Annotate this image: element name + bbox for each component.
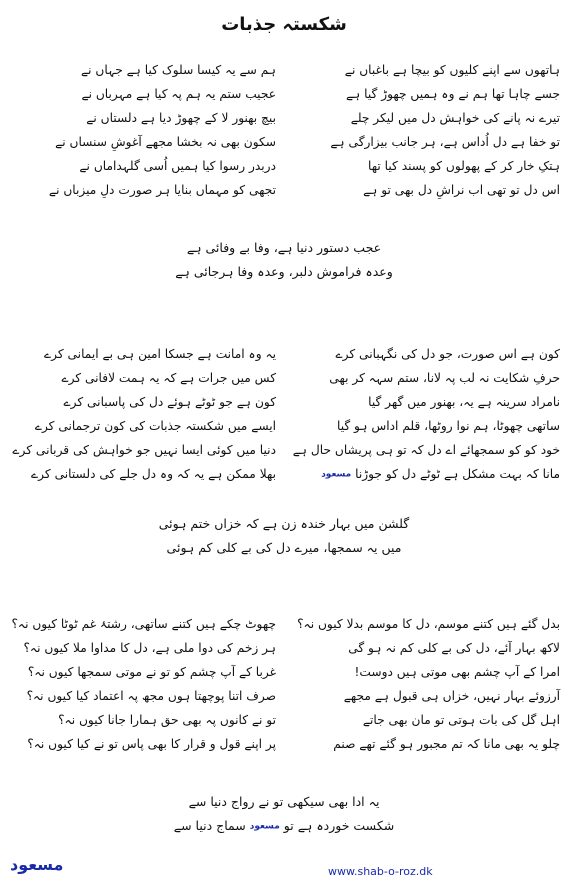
block2-right-column xyxy=(293,342,560,487)
verse-line: صرف اتنا پوچھتا ہوں مجھ پہ اعتماد کیا کیوں نہ؟ xyxy=(26,689,276,703)
chorus-1 xyxy=(0,236,568,284)
poem-title: شکستہ جذبات xyxy=(221,14,347,35)
verse-line: تیرے نہ پانے کی خواہش دل میں لیکر چلے xyxy=(350,111,560,125)
website-url[interactable]: www.shab-o-roz.dk xyxy=(328,865,433,878)
footer-signature: مسعود xyxy=(10,855,64,874)
verse-line: جسے چاہا تھا ہم نے وہ ہمیں چھوڑ گیا ہے xyxy=(345,87,560,101)
verse-line: ہر زخم کی دوا ملی ہے، دل کا مداوا ملا کیوں نہ؟ xyxy=(23,641,276,655)
chorus-line: گلشن میں بہار خندہ زن ہے کہ خزاں ختم ہوئی xyxy=(158,516,410,531)
chorus-line: وعدہ فراموش دلبر، وعدہ وفا ہرجائی ہے xyxy=(175,264,393,279)
verse-line: ایسے میں شکستہ جذبات کی کون ترجمانی کرے xyxy=(34,419,276,433)
verse-line: غربا کے آپ چشم کو تو نے موتی سمجھا کیوں نہ؟ xyxy=(27,665,276,679)
verse-line: نامراد سرینہ ہے یہ، بھنور میں گھر گیا xyxy=(368,395,560,409)
chorus-3 xyxy=(0,790,568,839)
verse-line: سکون بھی نہ بخشا مجھے آغوشِ سنساں نے xyxy=(55,135,276,149)
verse-line: چھوٹ چکے ہیں کتنے ساتھی، رشتۂ غم ٹوٹا کیوں نہ؟ xyxy=(11,617,276,631)
verse-line: بیچ بھنور لا کے چھوڑ دیا ہے دلستاں نے xyxy=(86,111,276,125)
chorus-line: میں یہ سمجھا، میرے دل کی بے کلی کم ہوئی xyxy=(166,540,402,555)
verse-line: دنیا میں کوئی ایسا نہیں جو خواہش کی قربانی کرے xyxy=(12,443,276,457)
chorus-text: سماج دنیا سے xyxy=(173,818,246,833)
chorus-text: شکست خوردہ ہے تو xyxy=(283,818,395,833)
verse-line: لاکھ بہار آئے، دل کی بے کلی کم نہ ہو گی xyxy=(348,641,560,655)
chorus-line: یہ ادا بھی سیکھی تو نے رواج دنیا سے xyxy=(188,794,380,809)
poet-signature: مسعود xyxy=(321,469,352,480)
verse-line: کون ہے جو ٹوٹے ہوئے دل کی پاسبانی کرے xyxy=(63,395,276,409)
verse-line: ساتھی چھوٹا، ہم نوا روٹھا، قلم اداس ہو گیا xyxy=(336,419,560,433)
verse-line: بھلا ممکن ہے یہ کہ وہ دل جلے کی دلستانی کرے xyxy=(31,467,276,481)
verse-line: تو خفا ہے دل اُداس ہے، ہر جانب بیزارگی ہے xyxy=(330,135,560,149)
block1-left-column xyxy=(49,58,276,202)
verse-line: دربدر رسوا کیا ہمیں اُسی گلہداماں نے xyxy=(79,159,276,173)
verse-line: پر اپنے قول و قرار کا بھی پاس تو نے کیا کیوں نہ؟ xyxy=(27,737,276,751)
verse-line: امرا کے آپ چشم بھی موتی ہیں دوست! xyxy=(354,665,560,679)
chorus-line: عجب دستور دنیا ہے، وفا بے وفائی ہے xyxy=(186,240,382,255)
verse-line: اس دل تو تھی اب نراشِ دل بھی تو ہے xyxy=(363,183,560,197)
verse-line: اہل گل کی بات ہوتی تو مان بھی جاتے xyxy=(362,713,560,727)
verse-line: تجھی کو مہماں بنایا ہر صورت دلِ میزباں نے xyxy=(48,183,276,197)
verse-line: چلو یہ بھی مانا کہ تم مجبور ہو گئے تھے صنم xyxy=(333,737,560,751)
poet-signature: مسعود xyxy=(249,821,280,832)
verse-line: عجیب ستم یہ ہم پہ کیا ہے مہرباں نے xyxy=(81,87,276,101)
verse-line: ہتکِ خار کر کے پھولوں کو پسند کیا تھا xyxy=(368,159,560,173)
chorus-line xyxy=(0,814,568,839)
verse-line: خود کو کو سمجھائے اے دل کہ تو ہی پریشاں حال ہے xyxy=(292,443,560,457)
verse-line: بدل گئے ہیں کتنے موسم، دل کا موسم بدلا کیوں نہ؟ xyxy=(297,617,560,631)
verse-line: حرفِ شکایت نہ لب پہ لانا، ستم سہہ کر بھی xyxy=(329,371,560,385)
verse-line: یہ وہ امانت ہے جسکا امین ہی بے ایمانی کرے xyxy=(43,347,276,361)
verse-line: کس میں جرات ہے کہ یہ ہمت لافانی کرے xyxy=(61,371,276,385)
verse-line xyxy=(293,462,560,487)
block3-right-column xyxy=(297,612,560,756)
block1-right-column xyxy=(330,58,560,202)
verse-line: کون ہے اس صورت، جو دل کی نگہبانی کرے xyxy=(335,347,560,361)
verse-text: مانا کہ بہت مشکل ہے ٹوٹے دل کو جوڑنا xyxy=(355,467,560,481)
verse-line: ہم سے یہ کیسا سلوک کیا ہے جہاں نے xyxy=(81,63,276,77)
chorus-2 xyxy=(0,512,568,560)
verse-line: ہاتھوں سے اپنے کلیوں کو بیچا ہے باغباں نے xyxy=(344,63,560,77)
verse-line: آرزوئے بہار نہیں، خزاں ہی قبول ہے مجھے xyxy=(343,689,560,703)
block3-left-column xyxy=(11,612,276,756)
block2-left-column xyxy=(12,342,276,486)
verse-line: تو نے کانوں پہ بھی حق ہمارا جانا کیوں نہ؟ xyxy=(58,713,276,727)
